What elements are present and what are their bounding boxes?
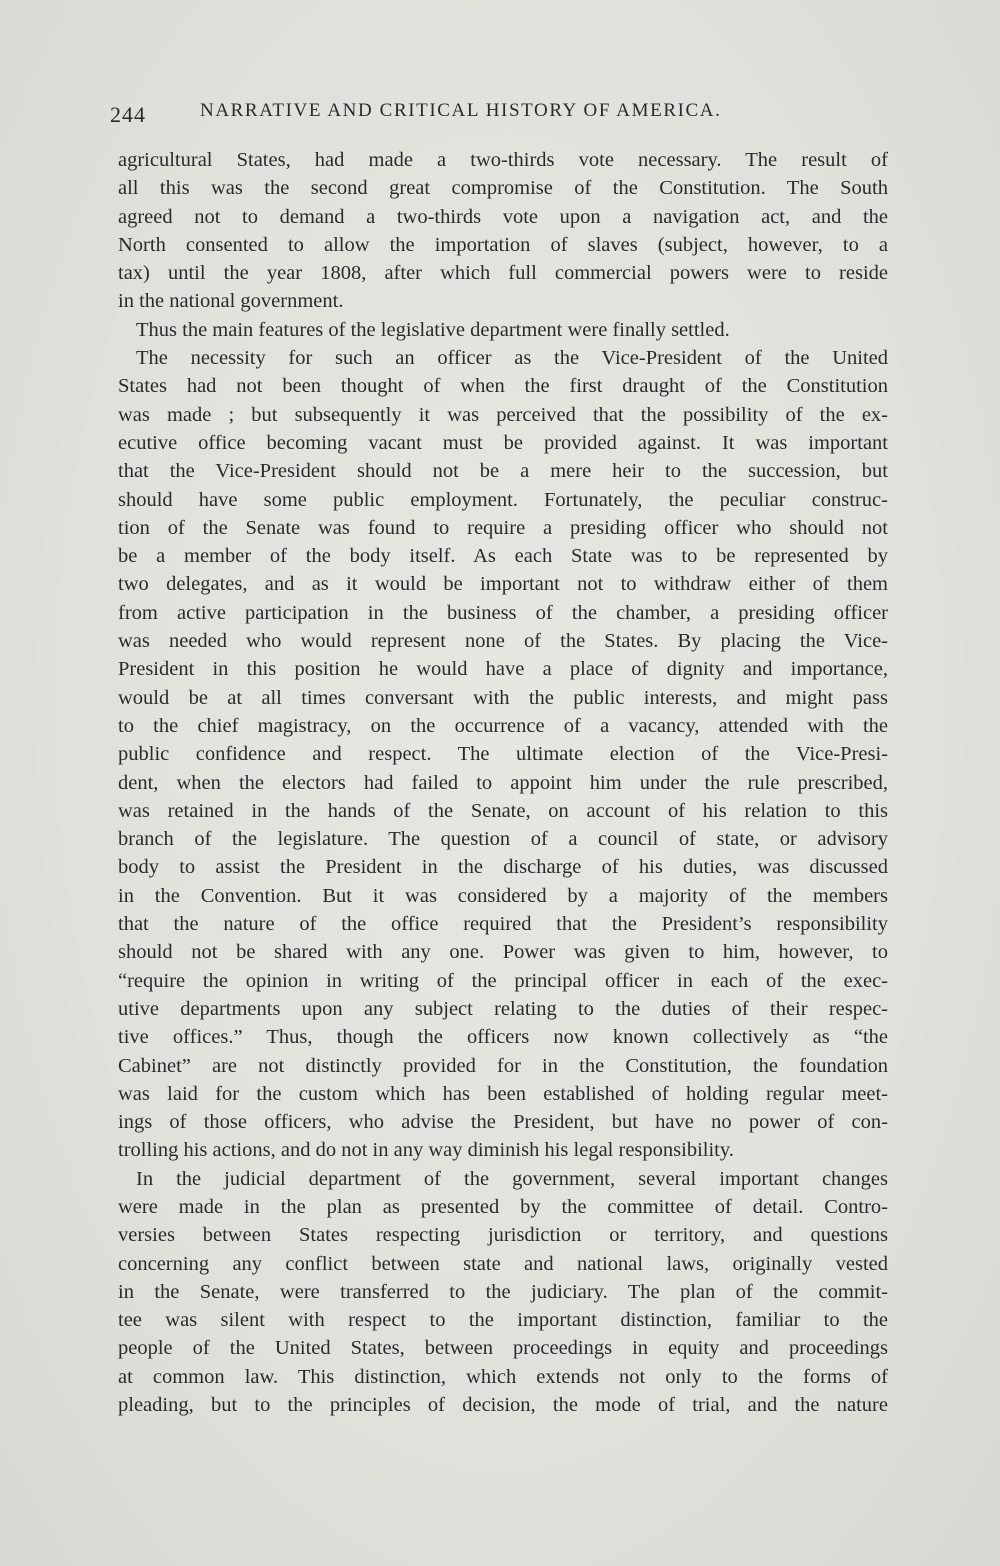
paragraph-start: The necessity for such an officer as the Vice-President of the United [136,347,888,370]
text-line: ecutive office becoming vacant must be provided against. It was important [118,431,888,454]
text-line: was made ; but subsequently it was perceived that the possibility of the ex- [118,403,888,426]
page-header [110,96,890,136]
text-line: “require the opinion in writing of the principal officer in each of the exec- [118,969,888,992]
text-line: two delegates, and as it would be important not to withdraw either of them [118,573,888,596]
text-line: all this was the second great compromise of the Constitution. The South [118,177,888,200]
text-line: States had not been thought of when the first draught of the Constitution [118,375,888,398]
running-head: NARRATIVE AND CRITICAL HISTORY OF AMERICA. [200,100,722,121]
text-line: versies between States respecting jurisdiction or territory, and questions [118,1224,888,1247]
text-line: that the Vice-President should not be a mere heir to the succession, but [118,460,888,483]
text-line: be a member of the body itself. As each State was to be represented by [118,545,888,568]
text-line: was needed who would represent none of the States. By placing the Vice- [118,630,888,653]
text-line: tee was silent with respect to the important distinction, familiar to the [118,1309,888,1332]
text-line: people of the United States, between proceedings in equity and proceedings [118,1337,888,1360]
text-line: dent, when the electors had failed to appoint him under the rule prescribed, [118,771,888,794]
text-line: tive offices.” Thus, though the officers now known collectively as “the [118,1026,888,1049]
text-line: concerning any conflict between state and national laws, originally vested [118,1252,888,1275]
text-line: was retained in the hands of the Senate, on account of his relation to this [118,799,888,822]
text-line: agreed not to demand a two-thirds vote upon a navigation act, and the [118,205,888,228]
text-line: North consented to allow the importation of slaves (subject, however, to a [118,233,888,256]
page-number: 244 [110,102,146,127]
text-line: pleading, but to the principles of decision, the mode of trial, and the nature [118,1394,888,1417]
text-line: trolling his actions, and do not in any way diminish his legal responsibility. [118,1139,734,1162]
text-line: that the nature of the office required that the President’s responsibility [118,913,888,936]
text-line: Cabinet” are not distinctly provided for in the Constitution, the foundation [118,1054,888,1077]
text-line: body to assist the President in the discharge of his duties, was discussed [118,856,888,879]
text-line: branch of the legislature. The question of a council of state, or advisory [118,828,888,851]
text-line: President in this position he would have a place of dignity and importance, [118,658,888,681]
text-line: in the national government. [118,290,344,313]
text-line: would be at all times conversant with the public interests, and might pass [118,686,888,709]
text-line: tax) until the year 1808, after which full commercial powers were to reside [118,262,888,285]
text-line: were made in the plan as presented by the committee of detail. Contro- [118,1195,888,1218]
paragraph-start: In the judicial department of the government, several important changes [136,1167,888,1190]
text-line: ings of those officers, who advise the President, but have no power of con- [118,1111,888,1134]
text-line: tion of the Senate was found to require a presiding officer who should not [118,516,888,539]
paragraph-start: Thus the main features of the legislative department were finally settled. [136,318,730,341]
text-line: should have some public employment. Fortunately, the peculiar construc- [118,488,888,511]
text-line: public confidence and respect. The ultimate election of the Vice-Presi- [118,743,888,766]
text-line: agricultural States, had made a two-thirds vote necessary. The result of [118,149,888,171]
text-line: utive departments upon any subject relating to the duties of their respec- [118,997,888,1020]
text-line: in the Senate, were transferred to the judiciary. The plan of the commit- [118,1280,888,1303]
body-text [118,146,888,1419]
text-line: in the Convention. But it was considered by a majority of the members [118,884,888,907]
text-line: should not be shared with any one. Power was given to him, however, to [118,941,888,964]
text-line: at common law. This distinction, which extends not only to the forms of [118,1365,888,1388]
text-line: to the chief magistracy, on the occurrence of a vacancy, attended with the [118,714,888,737]
text-line: was laid for the custom which has been established of holding regular meet- [118,1082,888,1105]
text-line: from active participation in the business of the chamber, a presiding officer [118,601,888,624]
